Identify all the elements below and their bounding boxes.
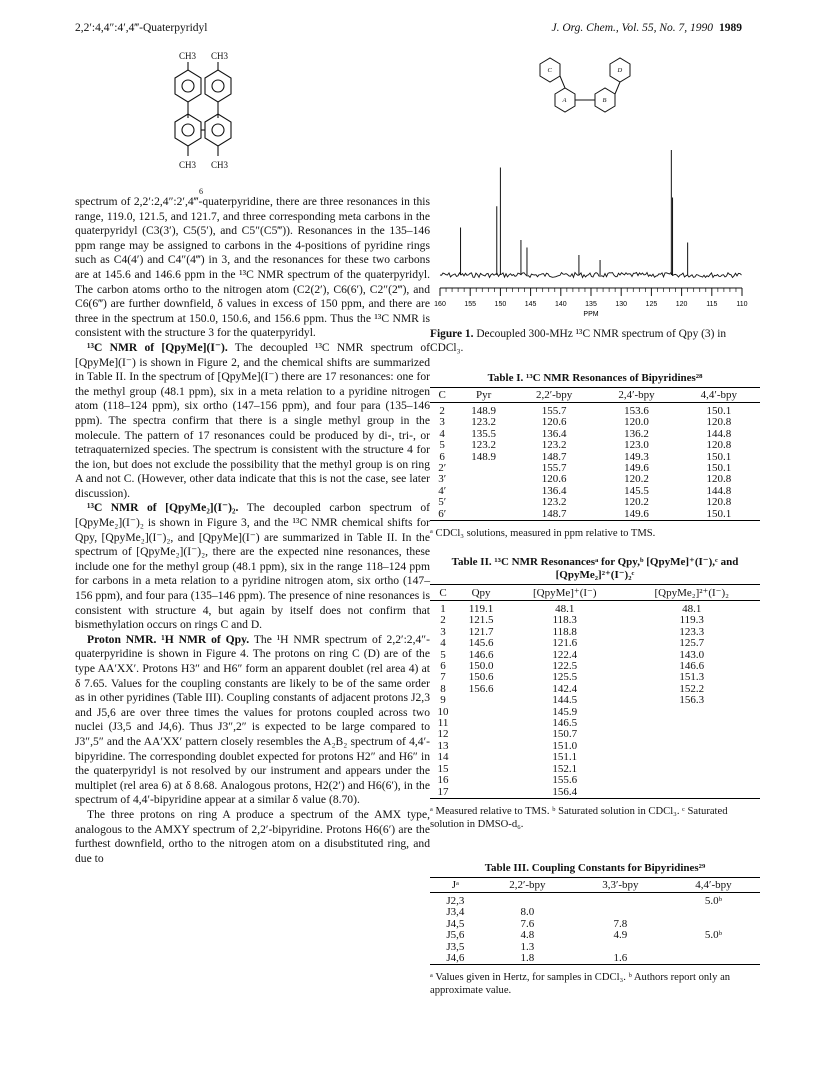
table2-cell: 155.6 (552, 774, 578, 787)
table1-cell: 120.6 (541, 416, 567, 429)
table1-cell: 148.7 (541, 450, 567, 463)
table2-cell: 122.5 (552, 660, 578, 673)
table1-cell: 123.2 (541, 439, 567, 452)
table2-cell: 145.6 (468, 637, 494, 650)
table1-cell: 4′ (438, 484, 447, 497)
methyl-bottom-right: CH3 (211, 160, 229, 170)
table2-cell (456, 775, 506, 786)
table2-cell: 119.3 (679, 614, 704, 627)
table1-cell: 120.8 (706, 439, 732, 452)
paragraph-4-text: The ¹H NMR spectrum of 2,2′:2,4″-quaterpyridine is shown in Figure 4. The protons on ring C (D) are of the type AA′XX′. Protons H3″ and H6″ form an apparent doublet (rel area 4) at δ 7.65. Values for the coupling constants are likely to be of the same order as in other pyridines (Table III). Coupling constants of adjacent protons J2,3 and J5,6 are over three times the values for protons coupled across two nuclei (J3,5 and J4,6). Thus J3″,2″ is expected to be large compared to J3″,5″ and the AA′XX′ pattern closely resembles the A₂B₂ spectrum of 4,4′-bipyridine. The corresponding doublet expected for protons H2″ and H6″ in the quaterpyridyl is not resolved by our instrument and appears under the multiplet (rel area 6) at δ 8.68. Analogous protons, H2(2′) and H6(6′), in the spectrum of 4,4′-bipyridine appear at a similar δ value (8.70). (75, 632, 430, 807)
table-row (430, 403, 760, 418)
table2-cell (456, 752, 506, 763)
table2-cell: 4 (440, 637, 446, 650)
table3-header-1: 2,2′-bpy (481, 878, 574, 893)
ppm-tick-label: 115 (706, 301, 718, 308)
table1-cell: 135.5 (471, 427, 497, 440)
table2-cell (456, 707, 506, 718)
table2-cell: 17 (437, 785, 449, 798)
table1-cell: 144.8 (706, 427, 732, 440)
table1-header-3: 2,4′-bpy (595, 388, 677, 403)
table2-header-1: Qpy (456, 585, 506, 601)
ring-label-a: A (562, 97, 567, 104)
table1-cell: 150.1 (706, 507, 732, 520)
ppm-tick-label: 155 (464, 301, 477, 308)
table3-cell: J4,5 (446, 917, 465, 930)
table1-cell: 136.2 (624, 427, 649, 440)
table1-header-4: 4,4′-bpy (678, 388, 760, 403)
ppm-tick-label: 110 (736, 301, 748, 308)
table3-cell: 7.8 (613, 917, 628, 930)
paragraph-1: spectrum of 2,2′:2,4″:2′,4‴-quaterpyridine, there are three resonances in this range, 119.0, 121.5, and 121.7, and three corresponding meta carbons in the quaterpyridyl (C3(3′), C5(5′), and C5″(C5‴)). Resonances in the 135–146 ppm range may be assigned to carbons in the 4-positions of pyridine rings such as C4(4′) and C4″(4‴) in 3, and the resonances for these two carbons are at 145.6 and 146.6 ppm in the ¹³C NMR spectrum of the quaterpyridyl. The carbon atoms ortho to the nitrogen atom (C2(2′), C6(6′), C2″(2‴), and C6(6‴) are further downfield, δ values in excess of 150 ppm, and there are three in the spectrum at 150.0, 150.6, and 156.6 ppm. Thus the ¹³C NMR is consistent with the structure 3 for the quaterpyridyl. (75, 195, 430, 340)
table1-cell: 148.7 (541, 507, 567, 520)
table-row (430, 497, 760, 508)
table-2-title: Table II. ¹³C NMR Resonancesᵃ for Qpy,ᵇ [QpyMe]⁺(I⁻),ᶜ and [QpyMe₂]²⁺(I⁻)₂ᶜ (451, 556, 739, 581)
structure-6-drawing (145, 48, 255, 198)
table3-cell: J5,6 (446, 929, 465, 942)
heading-qpyme: ¹³C NMR of [QpyMe](I⁻). (87, 340, 228, 354)
table1-header-1: Pyr (454, 388, 513, 403)
table2-cell: 156.6 (468, 682, 494, 695)
table1-cell: 145.5 (624, 484, 649, 497)
table-row (430, 764, 760, 775)
table1-cell (454, 509, 513, 521)
citation-text: J. Org. Chem., Vol. 55, No. 7, 1990 (551, 22, 713, 34)
table-3 (430, 862, 760, 997)
table2-cell (456, 741, 506, 752)
ppm-tick-label: 145 (524, 301, 537, 308)
table1-cell: 144.8 (706, 484, 732, 497)
table-row (430, 930, 760, 941)
table2-cell (456, 695, 506, 706)
table2-cell (623, 787, 760, 799)
paragraph-5: The three protons on ring A produce a spectrum of the AMX type, analogous to the AMXY spectrum of 2,2′-bipyridine. Protons H6(6′) are the furthest downfield, ortho to the nitrogen atom on a disubstituted ring, and due to (75, 807, 430, 865)
table-row (430, 729, 760, 740)
table3-cell: 5.0ᵇ (704, 895, 723, 907)
paragraph-4 (75, 633, 430, 808)
table2-header-0: C (430, 585, 456, 601)
table1-cell: 120.6 (541, 473, 567, 486)
table-row (430, 942, 760, 953)
table-row (430, 752, 760, 763)
heading-proton-nmr: Proton NMR. ¹H NMR of Qpy. (87, 632, 250, 646)
ppm-tick-label: 125 (645, 301, 658, 308)
table-row (430, 601, 760, 616)
table1-cell: 148.9 (471, 405, 497, 417)
table3-cell: 5.0ᵇ (704, 929, 723, 942)
ring-label-c: C (547, 67, 552, 74)
table3-header-0: Jᵃ (430, 878, 481, 893)
table3-cell: 8.0 (520, 906, 535, 919)
table3-cell: 7.6 (520, 917, 535, 930)
table3-cell (574, 893, 667, 908)
table2-cell: 150.7 (552, 728, 578, 741)
ppm-tick-label: 120 (675, 301, 688, 308)
figure-1-label: Figure 1. (430, 328, 474, 340)
table1-cell: 120.2 (624, 496, 649, 509)
table2-cell (623, 718, 760, 729)
table2-cell: 151.0 (552, 739, 578, 752)
table1-cell: 120.8 (706, 496, 732, 509)
table1-cell: 149.6 (624, 462, 649, 475)
paragraph-2-text: The decoupled ¹³C NMR spectrum of [QpyMe](I⁻) is shown in Figure 2, and the chemical shifts are summarized in Table II. In the spectrum of [QpyMe](I⁻) there are 17 resonances: one for the methyl group (48.1 ppm), six in a meta relation to a pyridine nitrogen atom (118–124 ppm), six ortho (147–156 ppm), and four para (135–146 ppm). The spectra confirm that there is a single methyl group in the molecule. The pattern of 17 resonances could be produced by di-, tri-, or tetraquaternized species. The spectrum is consistent with the structure 4 for the ion, but does not exclude the possibility that the methyl group is on ring A and not C. (However, other data indicate that this is not the case, see later discussion). (75, 340, 430, 500)
table2-cell: 15 (437, 762, 449, 775)
ring-label-d: D (617, 67, 623, 74)
table-row (430, 695, 760, 706)
table1-cell: 136.4 (541, 427, 567, 440)
paragraph-3 (75, 501, 430, 632)
structure-label: 6 (199, 187, 203, 196)
table1-cell: 136.4 (541, 484, 567, 497)
table2-cell (456, 764, 506, 775)
figure-1-text: Decoupled 300-MHz ¹³C NMR spectrum of Qpy (3) in CDCl₃. (430, 328, 727, 354)
table-3-grid (430, 877, 760, 965)
table-row (430, 638, 760, 649)
ppm-tick-label: 135 (585, 301, 597, 308)
table2-cell: 152.1 (552, 762, 578, 775)
table-1-title: Table I. ¹³C NMR Resonances of Bipyridines²⁸ (487, 372, 703, 384)
table-row (430, 707, 760, 718)
table-row (430, 509, 760, 521)
table2-cell: 3 (440, 625, 446, 638)
table2-cell: 48.1 (682, 603, 702, 615)
methyl-bottom-left: CH3 (179, 160, 197, 170)
page-number: 1989 (719, 22, 742, 34)
table3-cell (667, 953, 760, 965)
table3-cell: J3,5 (446, 940, 465, 953)
paragraph-3-text: The decoupled carbon spectrum of [QpyMe₂](I⁻)₂ is shown in Figure 3, and the ¹³C NMR chemical shifts for Qpy, [QpyMe₂](I⁻)₂, and [QpyMe](I⁻) are summarized in Table II. In the spectrum of [QpyMe₂](I⁻)₂, there are the expected nine resonances, these include one for the methyl group (48.1 ppm), six in the range 118–124 ppm for carbons in a meta relation to a pyridine nitrogen atom, six ortho (147–156 ppm), and four para (135–146 ppm). The presence of nine resonances is consistent with structure 4, but again by itself does not confirm that bismethylation occurs on rings C and D. (75, 501, 430, 632)
table-3-footnote: ᵃ Values given in Hertz, for samples in CDCl₃. ᵇ Authors report only an approximate value. (430, 972, 731, 997)
table1-cell: 150.1 (706, 462, 732, 475)
table2-cell: 125.7 (679, 637, 705, 650)
table-row (430, 718, 760, 729)
ring-label-b: B (602, 97, 607, 104)
table1-header-0: C (430, 388, 454, 403)
table3-cell: 4.9 (613, 929, 628, 942)
table2-cell: 125.5 (552, 671, 578, 684)
table1-cell: 155.7 (541, 462, 567, 475)
heading-qpyme2: ¹³C NMR of [QpyMe₂](I⁻)₂. (87, 501, 239, 515)
running-header-citation (551, 22, 742, 34)
table3-cell (481, 893, 574, 908)
table1-cell: 120.0 (624, 416, 649, 429)
table2-cell: 6 (440, 660, 446, 673)
table-2-grid (430, 584, 760, 799)
table2-header-3: [QpyMe₂]²⁺(I⁻)₂ (623, 585, 760, 601)
table1-cell: 149.3 (624, 450, 649, 463)
table1-header-2: 2,2′-bpy (513, 388, 595, 403)
table3-cell (667, 907, 760, 918)
table-row (430, 893, 760, 908)
table2-cell (456, 718, 506, 729)
table2-cell: 150.0 (468, 660, 494, 673)
table2-cell (623, 775, 760, 786)
table3-cell: 1.6 (613, 952, 628, 965)
table1-cell: 6 (439, 450, 445, 463)
table1-cell (454, 474, 513, 485)
table2-cell: 122.4 (552, 648, 578, 661)
table2-cell: 144.5 (552, 694, 578, 707)
table-row (430, 741, 760, 752)
table-row (430, 787, 760, 799)
table2-cell (456, 729, 506, 740)
table2-cell (456, 787, 506, 799)
table-row (430, 953, 760, 965)
table1-cell: 6′ (438, 507, 447, 520)
ppm-tick-label: 150 (494, 301, 507, 308)
table2-cell: 123.3 (679, 625, 705, 638)
table1-cell: 123.2 (471, 439, 497, 452)
table1-cell: 4 (439, 427, 445, 440)
table2-cell: 9 (440, 694, 446, 707)
table2-cell: 156.3 (679, 694, 705, 707)
ppm-tick-label: 140 (554, 301, 567, 308)
table2-cell (623, 752, 760, 763)
table2-cell: 145.9 (552, 705, 578, 718)
table3-header-3: 4,4′-bpy (667, 878, 760, 893)
table1-cell: 2′ (438, 462, 447, 475)
table2-cell: 48.1 (555, 603, 575, 615)
table2-cell: 142.4 (552, 682, 578, 695)
table3-cell: 1.8 (520, 952, 535, 965)
table2-cell: 12 (437, 728, 449, 741)
table-1-footnote: ᵃ CDCl₃ solutions, measured in ppm relative to TMS. (430, 528, 656, 540)
table-row (430, 684, 760, 695)
ppm-tick-label: 160 (434, 301, 446, 308)
table3-cell: 4.8 (520, 929, 535, 942)
table1-cell: 120.8 (706, 416, 732, 429)
table2-cell: 16 (437, 774, 449, 787)
table2-cell: 121.7 (468, 625, 494, 638)
table1-cell: 120.8 (706, 473, 732, 486)
table-1-grid (430, 387, 760, 521)
table2-cell (623, 729, 760, 740)
paragraph-2 (75, 341, 430, 502)
table2-cell: 119.1 (468, 603, 494, 615)
table2-cell: 146.6 (468, 648, 494, 661)
ppm-tick-label: 130 (615, 301, 628, 308)
table3-header-2: 3,3′-bpy (574, 878, 667, 893)
running-header-title: 2,2′:4,4″:4′,4‴-Quaterpyridyl (75, 22, 208, 34)
methyl-top-right: CH3 (211, 51, 229, 61)
table2-cell: 118.3 (552, 614, 577, 627)
table2-cell (623, 741, 760, 752)
table1-cell (454, 497, 513, 508)
table2-cell: 150.6 (468, 671, 494, 684)
table1-cell: 5 (439, 439, 445, 452)
table2-cell (623, 707, 760, 718)
table2-cell: 121.5 (468, 614, 494, 627)
table2-cell: 1 (440, 603, 446, 615)
table2-cell: 151.3 (679, 671, 705, 684)
left-column-text (75, 195, 430, 866)
qpy-structure-drawing (520, 50, 690, 130)
table2-cell: 118.8 (552, 625, 577, 638)
table2-cell: 14 (437, 751, 449, 764)
table2-cell: 152.2 (679, 682, 705, 695)
table3-cell: J3,4 (446, 906, 465, 919)
table2-cell: 13 (437, 739, 449, 752)
spectrum-baseline (440, 273, 742, 278)
table3-cell: J4,6 (446, 952, 465, 965)
table2-cell: 10 (437, 705, 449, 718)
table2-cell: 146.6 (679, 660, 705, 673)
table1-cell: 148.9 (471, 450, 497, 463)
table2-cell (623, 764, 760, 775)
table2-cell: 143.0 (679, 648, 705, 661)
table2-header-2: [QpyMe]⁺(I⁻) (506, 585, 623, 601)
table3-cell: 1.3 (520, 940, 535, 953)
table2-cell: 5 (440, 648, 446, 661)
table2-cell: 7 (440, 671, 446, 684)
table2-cell: 121.6 (552, 637, 578, 650)
table2-cell: 8 (440, 682, 446, 695)
table1-cell: 123.0 (624, 439, 649, 452)
ppm-axis-label: PPM (583, 311, 599, 318)
table2-cell: 2 (440, 614, 446, 627)
table2-cell: 146.5 (552, 717, 578, 730)
table-row (430, 907, 760, 918)
table3-cell (667, 942, 760, 953)
table-1 (430, 372, 760, 540)
table1-cell: 3′ (438, 473, 447, 486)
table1-cell (454, 463, 513, 474)
table1-cell: 150.1 (706, 405, 732, 417)
table3-cell: J2,3 (446, 895, 465, 907)
table1-cell: 123.2 (541, 496, 567, 509)
table1-cell: 2 (439, 405, 445, 417)
figure-1-caption (430, 327, 760, 355)
table1-cell: 5′ (438, 496, 447, 509)
table-3-title: Table III. Coupling Constants for Bipyridines²⁹ (484, 862, 706, 874)
table2-cell: 151.1 (552, 751, 578, 764)
table1-cell: 155.7 (541, 405, 567, 417)
table1-cell: 149.6 (624, 507, 649, 520)
methyl-top-left: CH3 (179, 51, 197, 61)
nmr-spectrum-chart (430, 140, 750, 320)
table-row (430, 440, 760, 451)
table1-cell: 150.1 (706, 450, 732, 463)
table1-cell (454, 486, 513, 497)
table1-cell: 123.2 (471, 416, 497, 429)
table2-cell: 11 (437, 717, 449, 730)
table2-cell: 156.4 (552, 785, 578, 798)
table-2-footnote: ᵃ Measured relative to TMS. ᵇ Saturated solution in CDCl₃. ᶜ Saturated solution in DMSO-d₆. (430, 805, 728, 830)
table-row (430, 775, 760, 786)
table1-cell: 3 (439, 416, 445, 429)
table-2 (430, 556, 760, 831)
table1-cell: 153.6 (624, 405, 649, 417)
table1-cell: 120.2 (624, 473, 649, 486)
